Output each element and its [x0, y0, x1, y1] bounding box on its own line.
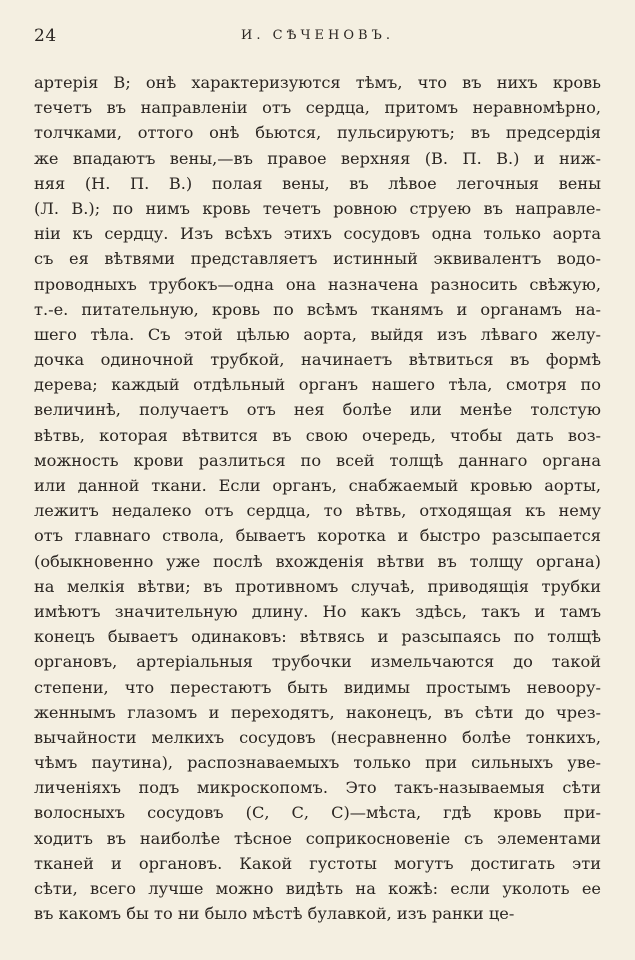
text-line: отъ главнаго ствола, бываетъ коротка и быстро разсыпается [34, 526, 601, 546]
text-line: ніи къ сердцу. Изъ всѣхъ этихъ сосудовъ одна только аорта [34, 224, 601, 244]
text-line: конецъ бываетъ одинаковъ: вѣтвясь и разсыпаясь по толщѣ [34, 627, 601, 647]
text-line: съ ея вѣтвями представляетъ истинный эквивалентъ водо- [34, 249, 601, 269]
text-line: сѣти, всего лучше можно видѣть на кожѣ: если уколоть ее [34, 879, 601, 898]
text-line: величинѣ, получаетъ отъ нея болѣе или менѣе толстую [34, 400, 601, 420]
text-line: или данной ткани. Если органъ, снабжаемый кровью аорты, [34, 476, 601, 495]
text-line: на мелкія вѣтви; въ противномъ случаѣ, приводящія трубки [34, 576, 601, 596]
text-line: течетъ въ направленіи отъ сердца, притомъ неравномѣрно, [34, 98, 601, 118]
text-line: личеніяхъ подъ микроскопомъ. Это такъ-называемыя сѣти [34, 778, 601, 798]
text-line: степени, что перестаютъ быть видимы простымъ невоору- [34, 677, 601, 697]
text-line: толчками, оттого онѣ бьются, пульсируютъ; въ предсердія [34, 123, 601, 143]
text-line: вычайности мелкихъ сосудовъ (несравненно болѣе тонкихъ, [34, 727, 601, 747]
text-line: женнымъ глазомъ и переходятъ, наконецъ, въ сѣти до чрез- [34, 702, 601, 722]
text-line: органовъ, артеріальныя трубочки измельчаются до такой [34, 652, 601, 672]
text-line: шего тѣла. Съ этой цѣлью аорта, выйдя изъ лѣваго желу- [34, 324, 601, 344]
text-line: чѣмъ паутина), распознаваемыхъ только при сильныхъ уве- [34, 753, 601, 773]
text-line: (Л. В.); по нимъ кровь течетъ ровною струею въ направле- [34, 198, 601, 218]
text-line: тканей и органовъ. Какой густоты могутъ достигать эти [34, 853, 601, 873]
text-line: лежитъ недалеко отъ сердца, то вѣтвь, отходящая къ нему [34, 501, 601, 521]
page-header [34, 26, 601, 50]
text-line: ходитъ въ наиболѣе тѣсное соприкосновеніе съ элементами [34, 828, 601, 848]
text-line: артерія В; онѣ характеризуются тѣмъ, что въ нихъ кровь [34, 73, 601, 92]
text-line: въ какомъ бы то ни было мѣстѣ булавкой, изъ ранки це- [34, 904, 515, 924]
text-line: няя (Н. П. В.) полая вены, въ лѣвое легочныя вены [34, 173, 601, 193]
text-line: вѣтвь, которая вѣтвится въ свою очередь, чтобы дать воз- [34, 425, 601, 445]
running-head: И. СѢЧЕНОВЪ. [241, 28, 394, 43]
text-line: проводныхъ трубокъ—одна она назначена разносить свѣжую, [34, 274, 601, 294]
text-line: т.-е. питательную, кровь по всѣмъ тканямъ и органамъ на- [34, 299, 601, 319]
text-line: же впадаютъ вены,—въ правое верхняя (В. П. В.) и ниж- [34, 148, 601, 168]
text-line: дерева; каждый отдѣльный органъ нашего тѣла, смотря по [34, 375, 601, 395]
text-line: дочка одиночной трубкой, начинаетъ вѣтвиться въ формѣ [34, 350, 601, 370]
text-line: можность крови разлиться по всей толщѣ даннаго органа [34, 450, 601, 470]
text-line: волосныхъ сосудовъ (С, С, С)—мѣста, гдѣ кровь при- [34, 803, 601, 823]
text-line: (обыкновенно уже послѣ вхожденія вѣтви въ толщу органа) [34, 551, 601, 571]
page-number: 24 [34, 26, 57, 46]
body-text [34, 70, 601, 926]
text-line: имѣютъ значительную длину. Но какъ здѣсь, такъ и тамъ [34, 601, 601, 621]
